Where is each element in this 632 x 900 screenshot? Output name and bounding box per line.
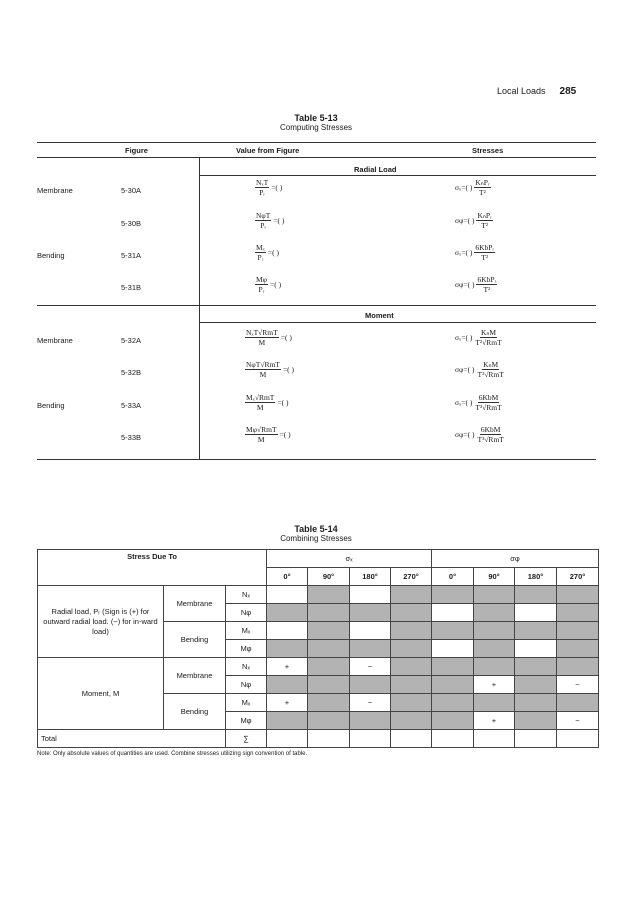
component-label: Nₓ [226,586,267,604]
table-subtitle: Combining Stresses [280,534,352,543]
stress-formula: σφ=( ) $\frac{\text{KₙPᵣ}}{\text{T²}}$ [455,211,492,230]
sign-plus: + [267,694,308,712]
table-title: Table 5-14 [294,524,338,534]
table-row [38,658,599,676]
total-row [38,730,599,748]
rule-header [37,157,596,158]
sigma-phi-header: σφ [432,550,599,568]
component-label: Mₓ [226,694,267,712]
page-number: 285 [559,86,577,97]
angle-header: 270° [391,568,432,586]
figure-ref: 5-32B [121,368,142,377]
rule-top [37,142,596,143]
combining-stresses-table [37,549,599,748]
figure-ref: 5-33B [121,433,142,442]
membrane-label: Membrane [164,586,226,622]
sign-minus: − [350,694,391,712]
rule-vertical [199,157,200,459]
angle-header: 180° [350,568,391,586]
figure-ref: 5-32A [121,336,142,345]
row-label: Bending [37,401,65,410]
table-5-14-caption [0,524,632,543]
figure-ref: 5-30A [121,186,142,195]
stress-formula: σφ=( ) $\frac{\text{KₙM}}{\text{T²√RmT}}$ [455,360,504,379]
section-moment: Moment [365,311,394,320]
value-formula: $\frac{\text{NₓT√RmT}}{M}$ =( ) [246,328,292,347]
sigma-x-header: σₓ [267,550,432,568]
value-formula: $\frac{\text{Mₓ√RmT}}{M}$ =( ) [246,393,289,412]
value-formula: $\frac{\text{NφT}}{\text{Pᵣ}}$ =( ) [256,211,285,230]
component-label: Nₓ [226,658,267,676]
figure-ref: 5-31B [121,283,142,292]
figure-ref: 5-31A [121,251,142,260]
total-label: Total [38,730,226,748]
stress-due-to-header: Stress Due To [38,550,267,586]
sign-minus: − [557,712,599,730]
component-label: Mφ [226,712,267,730]
col-header-stresses: Stresses [472,146,504,155]
angle-header: 180° [515,568,557,586]
sign-plus: + [267,658,308,676]
bending-label: Bending [164,694,226,730]
sign-minus: − [557,676,599,694]
section-radial-load: Radial Load [354,165,397,174]
row-label: Bending [37,251,65,260]
table-row [38,586,599,604]
table-title: Table 5-13 [294,113,338,123]
table-note: Note: Only absolute values of quantities are used. Combine stresses utilizing sign convention of table. [37,751,308,757]
stress-formula: σφ=( ) $\frac{\text{6KbM}}{\text{T³√RmT}}$ [455,425,504,444]
header-title: Local Loads [497,86,546,96]
row-label: Membrane [37,336,73,345]
stress-formula: σₓ=( ) $\frac{\text{KₙPᵣ}}{\text{T²}}$ [455,178,490,197]
rule-moment [199,322,596,323]
table-5-13-caption [0,113,632,132]
rule-mid [37,305,596,306]
stress-formula: σφ=( ) $\frac{\text{6KbPᵣ}}{\text{T²}}$ [455,275,497,294]
col-header-value: Value from Figure [236,146,300,155]
radial-load-label: Radial load, Pᵣ (Sign is (+) for outward radial load. (−) for in-ward load) [38,586,164,658]
header-row-1 [38,550,599,568]
angle-header: 270° [557,568,599,586]
angle-header: 90° [474,568,515,586]
value-formula: $\frac{\text{NₓT}}{\text{Pᵣ}}$ =( ) [256,178,283,197]
stress-formula: σₓ=( ) $\frac{\text{6KbM}}{\text{T³√RmT}}$ [455,393,502,412]
col-header-figure: Figure [125,146,148,155]
component-label: Mₓ [226,622,267,640]
figure-ref: 5-30B [121,219,142,228]
table-subtitle: Computing Stresses [279,123,353,132]
sign-minus: − [350,658,391,676]
value-formula: $\frac{\text{Mφ√RmT}}{M}$ =( ) [246,425,291,444]
angle-header: 0° [267,568,308,586]
component-label: Nφ [226,676,267,694]
value-formula: $\frac{\text{NφT√RmT}}{M}$ =( ) [246,360,294,379]
stress-formula: σₓ=( ) $\frac{\text{6KbPᵣ}}{\text{T²}}$ [455,243,495,262]
moment-label: Moment, M [38,658,164,730]
angle-header: 90° [308,568,350,586]
rule-radial [199,175,596,176]
figure-ref: 5-33A [121,401,142,410]
sign-plus: + [474,712,515,730]
component-label: Nφ [226,604,267,622]
rule-bottom [37,459,596,460]
row-label: Membrane [37,186,73,195]
stress-formula: σₓ=( ) $\frac{\text{KₙM}}{\text{T²√RmT}}$ [455,328,502,347]
running-header [497,86,576,97]
sum-symbol: ∑ [226,730,267,748]
component-label: Mφ [226,640,267,658]
value-formula: $\frac{\text{Mₓ}}{\text{Pᵣ}}$ =( ) [256,243,279,262]
angle-header: 0° [432,568,474,586]
membrane-label: Membrane [164,658,226,694]
sign-plus: + [474,676,515,694]
value-formula: $\frac{M\varphi}{\text{Pᵣ}}$ =( ) [256,275,282,294]
bending-label: Bending [164,622,226,658]
